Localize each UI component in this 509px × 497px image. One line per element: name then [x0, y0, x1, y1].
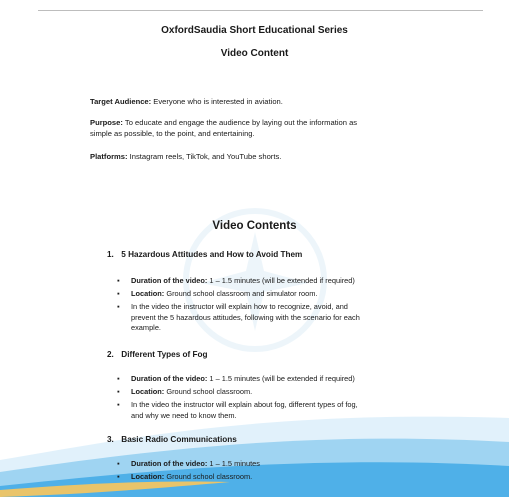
duration-label: Duration of the video:	[131, 459, 208, 468]
duration-text: 1 – 1.5 minutes	[207, 459, 260, 468]
bullet-icon: ▪	[117, 289, 120, 298]
bullet-icon: ▪	[117, 302, 120, 311]
video-heading-2	[107, 350, 208, 359]
location-text: Ground school classroom and simulator room.	[164, 289, 318, 298]
video-heading-1	[107, 250, 302, 259]
desc-line: prevent the 5 hazardous attitudes, following with the scenario for each	[131, 312, 360, 322]
location-label: Location:	[131, 472, 165, 481]
duration-label: Duration of the video:	[131, 374, 208, 383]
video-number: 1.	[107, 250, 114, 259]
desc-line: In the video the instructor will explain about fog, different types of fog,	[131, 400, 358, 409]
audience-text: Everyone who is interested in aviation.	[151, 97, 283, 106]
duration-label: Duration of the video:	[131, 276, 208, 285]
platforms-label: Platforms:	[90, 152, 128, 161]
platforms	[90, 151, 430, 162]
bullet-icon: ▪	[117, 459, 120, 468]
section-title: Video Contents	[212, 220, 297, 232]
platforms-text: Instagram reels, TikTok, and YouTube shorts.	[127, 152, 282, 161]
doc-title: Video Content	[220, 48, 289, 59]
target-audience	[90, 96, 430, 107]
video-title: Basic Radio Communications	[121, 435, 237, 444]
video-title: 5 Hazardous Attitudes and How to Avoid Them	[121, 250, 303, 259]
location-text: Ground school classroom.	[164, 472, 253, 481]
audience-label: Target Audience:	[90, 97, 152, 106]
desc-line: and why we need to know them.	[131, 410, 237, 420]
video-heading-3	[107, 435, 237, 444]
video-title: Different Types of Fog	[121, 350, 208, 359]
header-rule	[38, 10, 483, 11]
duration-text: 1 – 1.5 minutes (will be extended if required)	[207, 374, 355, 383]
desc-line: In the video the instructor will explain how to recognize, avoid, and	[131, 302, 348, 311]
bullet-icon: ▪	[117, 387, 120, 396]
series-title: OxfordSaudia Short Educational Series	[161, 25, 348, 36]
location-label: Location:	[131, 289, 165, 298]
purpose-label: Purpose:	[90, 118, 123, 127]
desc-line: example.	[131, 323, 161, 332]
location-label: Location:	[131, 387, 165, 396]
purpose	[90, 117, 430, 139]
bullet-icon: ▪	[117, 374, 120, 383]
video-number: 2.	[107, 350, 114, 359]
duration-text: 1 – 1.5 minutes (will be extended if required)	[207, 276, 355, 285]
purpose-line1: To educate and engage the audience by laying out the information as	[122, 118, 358, 127]
location-text: Ground school classroom.	[164, 387, 253, 396]
bullet-icon: ▪	[117, 276, 120, 285]
bullet-icon: ▪	[117, 400, 120, 409]
purpose-line2: simple as possible, to the point, and entertaining.	[90, 129, 255, 138]
video-number: 3.	[107, 435, 114, 444]
bullet-icon: ▪	[117, 472, 120, 481]
